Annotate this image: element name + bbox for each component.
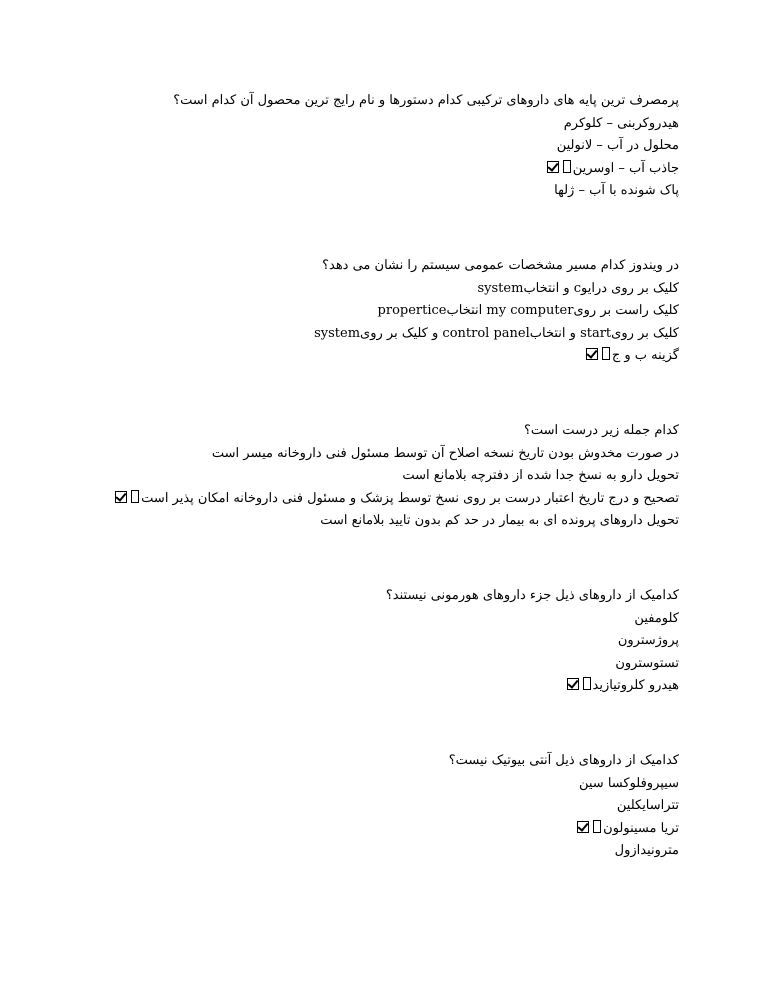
empty-box-icon [602, 347, 610, 360]
option-text: هیدرو کلروتیازید [592, 678, 679, 693]
option-text: هیدروکربنی – کلوکرم [563, 115, 679, 131]
checkbox-checked-icon [577, 821, 589, 833]
option-text: تستوسترون [615, 655, 679, 671]
option-text: تحویل داروهای پرونده ای به بیمار در حد کم بدون تایید بلامانع است [320, 513, 679, 528]
checkbox-checked-icon [567, 678, 579, 690]
option-text: تتراسایکلین [616, 798, 679, 813]
empty-box-icon [583, 677, 591, 690]
checkbox-checked-icon [547, 161, 559, 173]
option-text: گزینه ب و ج [611, 348, 679, 363]
option-text: تصحیح و درج تاریخ اعتبار درست بر روی نسخ توسط پزشک و مسئول فنی داروخانه امکان پذیر است [141, 490, 679, 506]
option-text: کلیک راست بر رویmy computer انتخابpropertice [377, 303, 679, 318]
option-text: تحویل دارو به نسخ جدا شده از دفترچه بلامانع است [402, 468, 679, 483]
option-text: کلیک بر روی درایوc و انتخابsystem [477, 280, 679, 296]
option-text: مترونیدازول [614, 843, 679, 858]
question-block-5 [79, 750, 679, 863]
option-text: محلول در آب – لانولین [556, 138, 679, 153]
option-text: جاذب آب – اوسرین [572, 160, 679, 176]
option-correct [79, 675, 679, 698]
empty-box-icon [593, 820, 601, 833]
question-text: کدامیک از داروهای ذیل آنتی بیوتیک نیست؟ [448, 753, 679, 768]
question-text: کدام جمله زیر درست است؟ [524, 423, 679, 438]
option-text: سیپروفلوکسا سین [578, 775, 679, 791]
empty-box-icon [131, 490, 139, 503]
question-text: پرمصرف ترین پایه های داروهای ترکیبی کدام دستورها و نام رایج ترین محصول آن کدام است؟ [173, 93, 679, 108]
option-text: تریا مسینولون [603, 820, 679, 836]
option-text: پروژسترون [617, 633, 679, 648]
option-correct [79, 158, 679, 181]
option-text: پاک شونده با آب – ژلها [554, 183, 679, 198]
option-text: کلومفین [634, 610, 679, 626]
option-correct [79, 818, 679, 841]
checkbox-checked-icon [115, 491, 127, 503]
question-text: کدامیک از داروهای ذیل جزء داروهای هورمونی نیستند؟ [385, 588, 679, 603]
question-block-1 [79, 90, 679, 203]
option-correct [79, 488, 679, 511]
question-block-4 [79, 585, 679, 698]
option-correct [79, 345, 679, 368]
option-text: کلیک بر رویstart و انتخابcontrol panel و کلیک بر رویsystem [314, 325, 679, 341]
question-block-3 [79, 420, 679, 533]
checkbox-checked-icon [586, 348, 598, 360]
question-block-2 [79, 255, 679, 368]
empty-box-icon [563, 160, 571, 173]
question-text: در ویندوز کدام مسیر مشخصات عمومی سیستم را نشان می دهد؟ [322, 258, 679, 273]
option-text: در صورت مخدوش بودن تاریخ نسخه اصلاح آن توسط مسئول فنی داروخانه میسر است [211, 445, 679, 461]
